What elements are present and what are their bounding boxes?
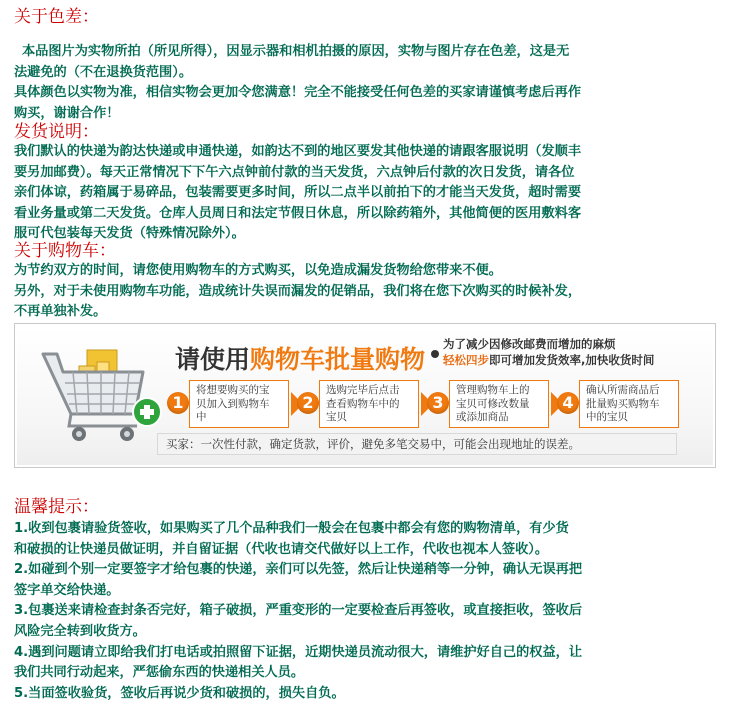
step-text: 中 — [196, 411, 207, 423]
step-text: 查看购物车中的 — [326, 397, 400, 410]
step-text: 或添加商品 — [456, 411, 509, 423]
cart-text — [14, 261, 730, 323]
text-line: 另外，对于未使用购物车功能，造成统计失误而漏发的促销品，我们将在您下次购买的时候补发， — [14, 283, 582, 299]
bullet-dot-icon — [431, 350, 439, 358]
text-line: 我们共同行动起来，严惩偷东西的快递相关人员。 — [14, 665, 305, 681]
text-line: 购买，谢谢合作！ — [14, 105, 120, 121]
step-1-number: 1 — [167, 392, 189, 414]
cart-banner — [14, 323, 716, 468]
banner-title — [175, 340, 425, 376]
text-line: 本品图片为实物所拍（所见所得），因显示器和相机拍摄的原因，实物与图片存在色差，这是无 — [22, 44, 570, 59]
text-line: 看业务量或第二天发货。仓库人员周日和法定节假日休息，所以除药箱外，其他简便的医用敷料客 — [14, 205, 582, 221]
tips-text — [14, 519, 730, 704]
text-line: 风险完全转到收货方。 — [14, 623, 146, 639]
cart-title: 关于购物车： — [14, 241, 116, 261]
banner-title-orange: 购物车批量购物 — [250, 345, 426, 374]
text-line: 亲们体谅，药箱属于易碎品，包装需要更多时间，所以二点半以前拍下的才能当天发货，超时需要 — [14, 185, 582, 201]
text-line: 1.收到包裹请验货签收，如果购买了几个品种我们一般会在包裹中都会有您的购物清单，有少货 — [14, 521, 569, 536]
text-line: 2.如碰到个别一定要签字才给包裹的快递，亲们可以先签，然后让快递稍等一分钟，确认无误再把 — [14, 562, 583, 578]
color-diff-title: 关于色差： — [14, 7, 99, 27]
step-3-box — [449, 380, 549, 428]
shipping-title: 发货说明： — [14, 122, 99, 142]
text-line: 法避免的（不在退换货范围）。 — [14, 64, 193, 80]
text-line: 3.包裹送来请检查封条否完好，箱子破损，严重变形的一定要检查后再签收，或直接拒收，签收后 — [14, 603, 583, 619]
text-line: 服可代包装每天发货（特殊情况除外）。 — [14, 226, 245, 242]
text-line: 签字单交给快递。 — [14, 582, 120, 598]
banner-note-rest: 即可增加发货效率,加快收货时间 — [489, 353, 655, 367]
step-2-number: 2 — [297, 392, 319, 414]
text-line: 不再单独补发。 — [14, 304, 107, 320]
banner-note-line: 为了减少因修改邮费而增加的麻烦 — [443, 337, 616, 351]
color-diff-text — [14, 42, 730, 124]
step-text: 宝贝可修改数量 — [456, 397, 530, 410]
text-line: 要另加邮费）。每天正常情况下下午六点钟前付款的当天发货，六点钟后付款的次日发货，请各位 — [14, 164, 575, 180]
banner-title-dark: 请使用 — [175, 345, 251, 374]
banner-note — [443, 336, 654, 368]
step-text: 将想要购买的宝 — [196, 384, 270, 396]
step-text: 中的宝贝 — [586, 411, 628, 423]
step-text: 宝贝 — [326, 411, 347, 423]
step-text: 确认所需商品后 — [586, 384, 660, 396]
text-line: 4.遇到问题请立即给我们打电话或拍照留下证据，近期快递员流动很大，请维护好自己的权益，让 — [14, 644, 583, 660]
buyer-note-bar: 买家：一次性付款，确定货款，评价，避免多笔交易中，可能会出现地址的误差。 — [157, 433, 677, 455]
step-4-number: 4 — [557, 392, 579, 414]
step-text: 批量购买购物车 — [586, 397, 660, 410]
text-line: 为节约双方的时间，请您使用购物车的方式购买，以免造成漏发货物给您带来不便。 — [14, 263, 502, 278]
text-line: 和破损的让快递员做证明，并自留证据（代收也请交代做好以上工作，代收也视本人签收）。 — [14, 541, 549, 557]
step-4-box — [579, 380, 679, 428]
step-text: 管理购物车上的 — [456, 384, 530, 396]
step-text: 选购完毕后点击 — [326, 384, 400, 396]
step-1-box — [189, 380, 289, 428]
text-line: 我们默认的快递为韵达快递或申通快递，如韵达不到的地区要发其他快递的请跟客服说明（发顺丰 — [14, 144, 582, 159]
text-line: 5.当面签收验货，签收后再说少货和破损的，损失自负。 — [14, 685, 345, 701]
text-line: 具体颜色以实物为准，相信实物会更加令您满意！完全不能接受任何色差的买家请谨慎考虑后再作 — [14, 85, 582, 101]
shipping-text — [14, 142, 730, 245]
step-3-number: 3 — [427, 392, 449, 414]
step-2-box — [319, 380, 419, 428]
step-text: 贝加入到购物车 — [196, 397, 270, 410]
tips-title: 温馨提示： — [14, 497, 99, 517]
shopping-cart-icon — [39, 338, 169, 456]
banner-note-highlight: 轻松四步 — [443, 353, 489, 367]
